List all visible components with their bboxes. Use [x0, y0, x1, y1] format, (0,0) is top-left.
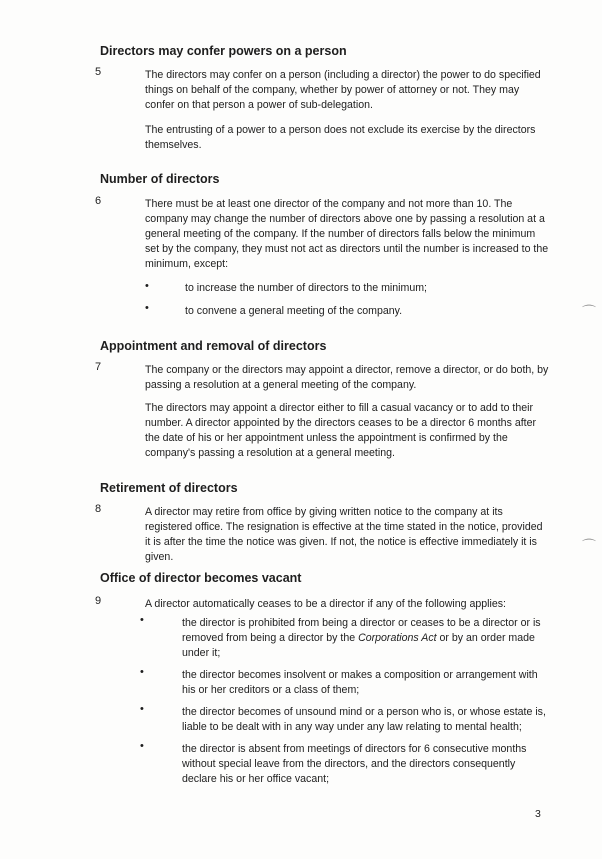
clause-number: 8: [95, 503, 102, 515]
section-heading: Appointment and removal of directors: [100, 339, 327, 353]
section-heading: Directors may confer powers on a person: [100, 44, 347, 58]
clause-number: 6: [95, 195, 102, 207]
bullet-dot: •: [140, 703, 144, 715]
clause-paragraph: The directors may confer on a person (including a director) the power to do specified things on behalf of the company, whether by power of attorney or not. They may confer on that person a power of sub-delegation.: [145, 69, 541, 111]
clause-number: 7: [95, 361, 102, 373]
section-heading: Office of director becomes vacant: [100, 571, 302, 585]
clause-number: 9: [95, 595, 102, 607]
act-name: Corporations Act: [358, 632, 437, 644]
clause-number: 5: [95, 66, 102, 78]
page-number: 3: [535, 808, 541, 820]
bullet-item: the director is absent from meetings of directors for 6 consecutive months without special leave from the directors, and the directors consequently declare his or her office vacant;: [182, 743, 527, 785]
bullet-dot: •: [145, 302, 149, 314]
bullet-dot: •: [145, 280, 149, 292]
bullet-dot: •: [140, 666, 144, 678]
clause-paragraph: A director automatically ceases to be a director if any of the following applies:: [145, 598, 506, 610]
bullet-item: the director becomes insolvent or makes a composition or arrangement with his or her creditors or a class of them;: [182, 669, 538, 696]
bullet-item: the director becomes of unsound mind or a person who is, or whose estate is, liable to be dealt with in any way under any law relating to mental health;: [182, 706, 546, 733]
bullet-item: to increase the number of directors to the minimum;: [185, 282, 427, 294]
margin-mark: ⌒: [582, 304, 596, 320]
clause-paragraph: The company or the directors may appoint a director, remove a director, or do both, by passing a resolution at a general meeting of the company.: [145, 364, 549, 391]
clause-paragraph: There must be at least one director of the company and not more than 10. The company may change the number of directors above one by passing a resolution at a general meeting of the company. If the number of directors falls below the minimum set by the company, they must not act as directors until the number is increased to the minimum, except:: [145, 198, 549, 270]
clause-paragraph: A director may retire from office by giving written notice to the company at its registered office. The resignation is effective at the time stated in the notice, provided it is after the time the notice was given. If not, the notice is effective immediately it is given.: [145, 506, 543, 563]
bullet-item: the director is prohibited from being a director or ceases to be a director or is removed from being a director by the Corporations Act or by an order made under it;: [182, 617, 541, 659]
margin-mark: ⌒: [582, 538, 596, 554]
section-heading: Number of directors: [100, 172, 220, 186]
bullet-item: to convene a general meeting of the company.: [185, 305, 403, 317]
bullet-dot: •: [140, 740, 144, 752]
section-heading: Retirement of directors: [100, 481, 238, 495]
clause-paragraph: The entrusting of a power to a person does not exclude its exercise by the directors themselves.: [145, 124, 536, 151]
clause-paragraph: The directors may appoint a director either to fill a casual vacancy or to add to their number. A director appointed by the directors ceases to be a director 6 months after the date of his or her appointment unless the appointment is confirmed by the company's passing a resolution at a general meeting.: [145, 402, 537, 459]
bullet-dot: •: [140, 614, 144, 626]
